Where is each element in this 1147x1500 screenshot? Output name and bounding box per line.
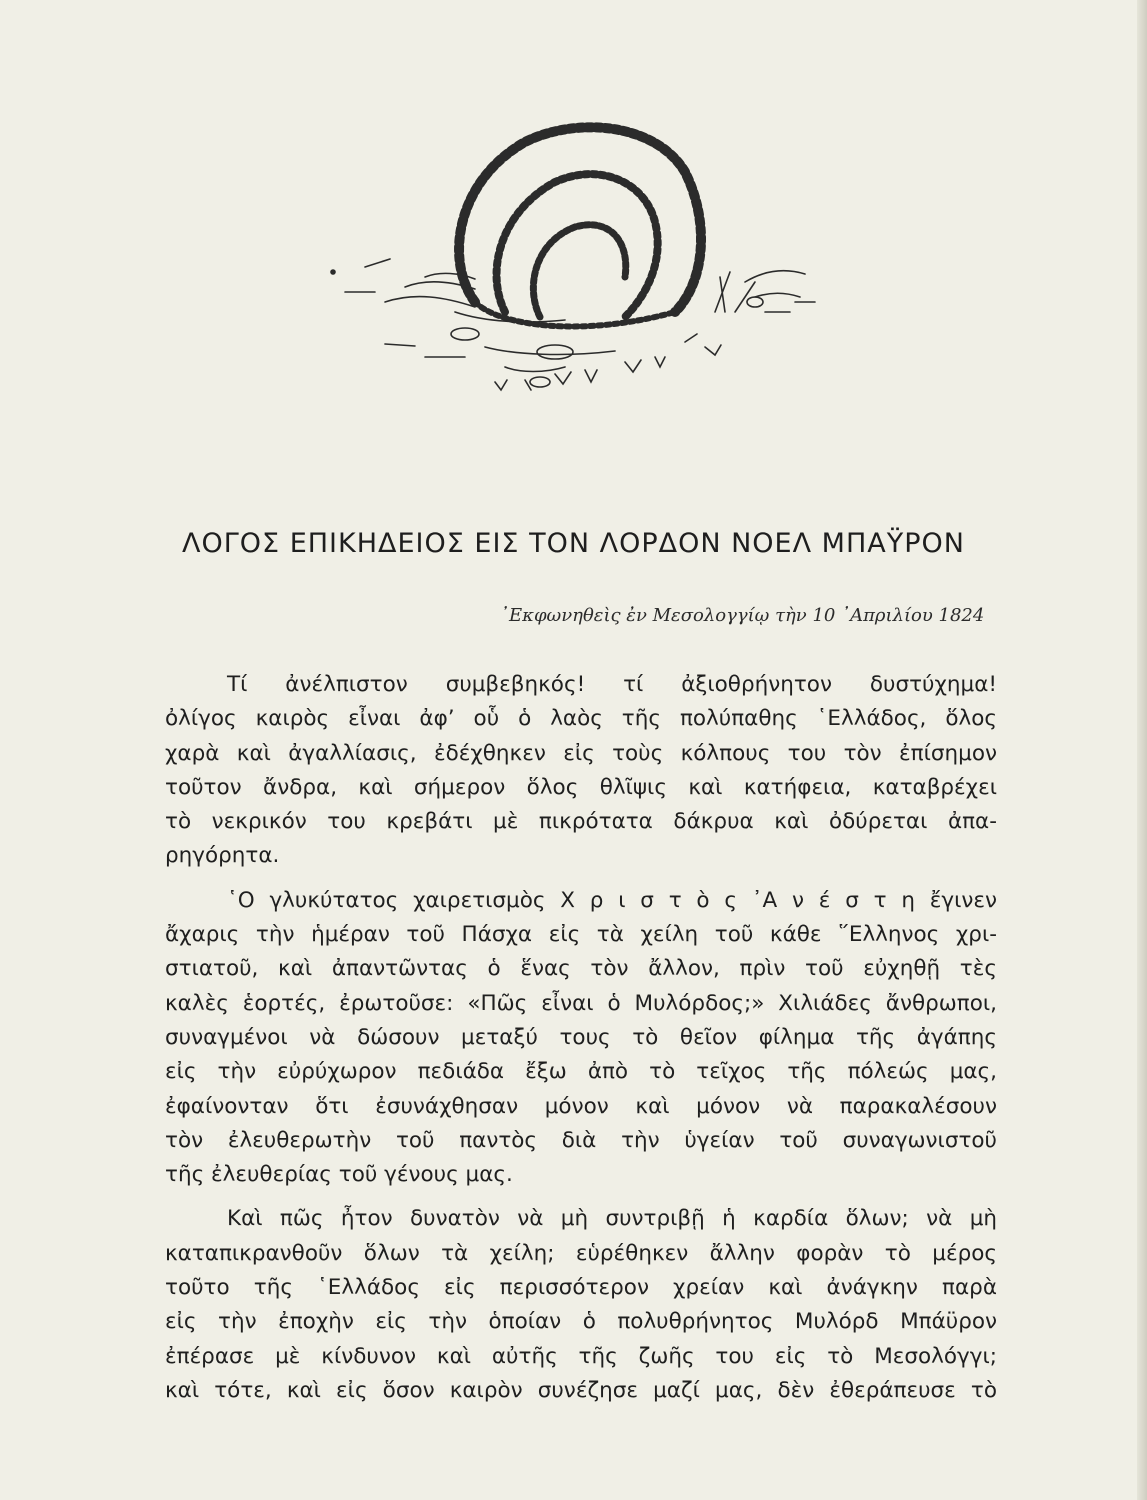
text-line: Καὶ πῶς ἦτον δυνατὸν νὰ μὴ συντριβῇ ἡ καρδία ὅλων; νὰ μὴ [227,1206,997,1232]
text-line: στιατοῦ, καὶ ἀπαντῶντας ὁ ἕνας τὸν ἄλλον, πρὶν τοῦ εὐχηθῇ τὲς [165,956,997,982]
text-line: χαρὰ καὶ ἀγαλλίασις, ἐδέχθηκεν εἰς τοὺς κόλπους του τὸν ἐπίσημον [165,740,997,766]
text-line: συναγμένοι νὰ δώσουν μεταξύ τους τὸ θεῖον φίλημα τῆς ἀγάπης [165,1024,997,1050]
text-line: καταπικρανθοῦν ὅλων τὰ χείλη; εὑρέθηκεν ἄλλην φορὰν τὸ μέρος [165,1240,997,1266]
page-edge-shadow [1137,0,1147,1500]
text-line: τῆς ἐλευθερίας τοῦ γένους μας. [165,1162,513,1188]
paragraph-1 [165,668,997,874]
text-line: ὀλίγος καιρὸς εἶναι ἀφ’ οὗ ὁ λαὸς τῆς πολύπαθης ῾Ελλάδος, ὅλος [165,706,997,732]
paragraph-3 [165,1202,997,1408]
page-subtitle: ᾿Εκφωνηθεὶς ἐν Μεσολογγίῳ τὴν 10 ᾿Απριλίου 1824 [500,605,985,626]
text-line: τοῦτον ἄνδρα, καὶ σήμερον ὅλος θλῖψις καὶ κατήφεια, καταβρέχει [165,774,997,800]
body-text [165,668,997,1408]
text-line: εἰς τὴν εὐρύχωρον πεδιάδα ἔξω ἀπὸ τὸ τεῖχος τῆς πόλεώς μας, [165,1059,997,1085]
text-line: τὸ νεκρικόν του κρεβάτι μὲ πικρότατα δάκρυα καὶ ὀδύρεται ἀπα- [165,809,997,835]
text-line: ἐφαίνονταν ὅτι ἐσυνάχθησαν μόνον καὶ μόνον νὰ παρακαλέσουν [165,1093,997,1119]
text-line: καλὲς ἑορτές, ἐρωτοῦσε: «Πῶς εἶναι ὁ Μυλόρδος;» Χιλιάδες ἄνθρωποι, [165,990,997,1016]
text-line: ῾Ο γλυκύτατος χαιρετισμὸς Χ ρ ι σ τ ὸ ς ᾿Α ν έ σ τ η ἔγινεν [227,887,997,913]
text-line: εἰς τὴν ἐποχὴν εἰς τὴν ὁποίαν ὁ πολυθρήνητος Μυλόρδ Μπάϋρον [165,1309,997,1335]
decorative-vignette-icon [325,112,825,402]
text-line: ρηγόρητα. [165,843,280,869]
page-title: ΛΟΓΟΣ ΕΠΙΚΗΔΕΙΟΣ ΕΙΣ ΤΟΝ ΛΟΡΔΟΝ ΝΟΕΛ ΜΠΑΫΡΟΝ [182,528,965,559]
text-line: τὸν ἐλευθερωτὴν τοῦ παντὸς διὰ τὴν ὑγείαν τοῦ συναγωνιστοῦ [165,1127,997,1153]
text-line: τοῦτο τῆς ῾Ελλάδος εἰς περισσότερον χρείαν καὶ ἀνάγκην παρὰ [165,1275,997,1301]
text-line: ἄχαρις τὴν ἡμέραν τοῦ Πάσχα εἰς τὰ χείλη τοῦ κάθε ῞Ελληνος χρι- [165,922,997,948]
paragraph-2 [165,884,997,1193]
text-line: Τί ἀνέλπιστον συμβεβηκός! τί ἀξιοθρήνητον δυστύχημα! [227,672,997,697]
text-line: καὶ τότε, καὶ εἰς ὅσον καιρὸν συνέζησε μαζί μας, δὲν ἐθεράπευσε τὸ [165,1377,997,1403]
text-line: ἐπέρασε μὲ κίνδυνον καὶ αὐτῆς τῆς ζωῆς του εἰς τὸ Μεσολόγγι; [165,1343,997,1369]
